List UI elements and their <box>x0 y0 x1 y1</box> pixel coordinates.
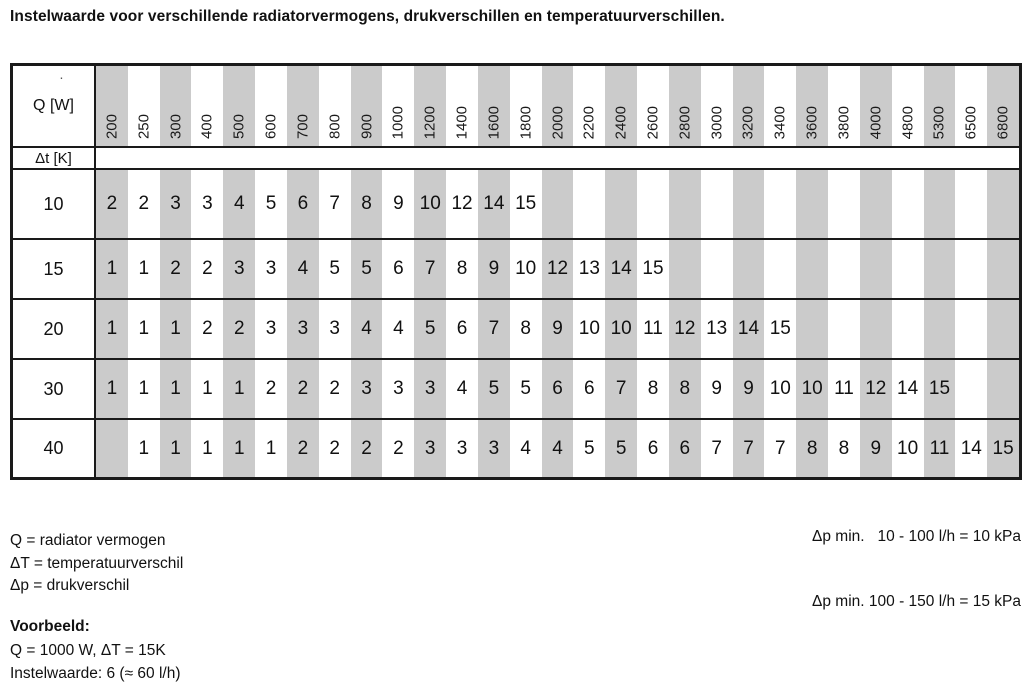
data-cell <box>573 170 605 238</box>
data-cell <box>542 170 574 238</box>
data-cell: 3 <box>287 300 319 358</box>
row-label: 15 <box>13 240 96 298</box>
column-header-label: 300 <box>167 113 185 139</box>
table-row-dt-10 <box>13 168 1019 238</box>
data-cell: 1 <box>265 437 277 459</box>
column-header-3400 <box>764 66 796 146</box>
data-cell: 6 <box>542 360 574 418</box>
data-cell: 9 <box>542 300 574 358</box>
data-cell: 4 <box>223 170 255 238</box>
data-cell: 6 <box>647 437 659 459</box>
data-cell: 3 <box>265 318 277 339</box>
data-cell: 9 <box>733 360 765 418</box>
data-cell: 2 <box>287 360 319 418</box>
data-cell: 8 <box>669 360 701 418</box>
data-cell: 5 <box>329 258 340 279</box>
column-header-4800 <box>892 66 924 146</box>
column-header-label: 5300 <box>930 105 948 139</box>
data-cell: 6 <box>456 318 468 339</box>
data-cell <box>796 240 828 298</box>
row-label: 30 <box>13 360 96 418</box>
data-cell: 7 <box>329 193 340 214</box>
data-cell: 8 <box>647 378 659 399</box>
data-cell: 11 <box>834 378 854 399</box>
data-cell: 9 <box>860 420 892 477</box>
column-header-label: 6500 <box>962 105 980 139</box>
data-cell: 12 <box>669 300 701 358</box>
data-cell <box>669 240 701 298</box>
data-cell: 1 <box>223 360 255 418</box>
data-cell: 8 <box>838 437 850 459</box>
data-cell: 2 <box>393 437 404 459</box>
data-cell <box>669 170 701 238</box>
data-cell: 1 <box>138 437 150 459</box>
data-cell: 6 <box>287 170 319 238</box>
data-cell <box>924 170 956 238</box>
data-cell: 15 <box>642 258 664 279</box>
data-cell: 10 <box>578 318 600 339</box>
data-cell: 2 <box>160 240 192 298</box>
data-cell: 14 <box>960 437 982 459</box>
legend-line: Δp = drukverschil <box>10 577 130 594</box>
data-cell: 10 <box>769 378 791 399</box>
table-header-row <box>13 66 1019 146</box>
delta-t-empty-cell <box>96 148 1019 168</box>
column-header-1200 <box>414 66 446 146</box>
column-header-6800 <box>987 66 1019 146</box>
column-header-3200 <box>733 66 765 146</box>
column-header-label: 400 <box>198 113 216 139</box>
data-cell: 4 <box>456 378 468 399</box>
column-header-3800 <box>828 66 860 146</box>
data-cell <box>987 300 1019 358</box>
data-cell <box>860 300 892 358</box>
data-cell: 7 <box>414 240 446 298</box>
data-cell: 8 <box>796 420 828 477</box>
pressure-note-line: Δp min. 100 - 150 l/h = 15 kPa <box>812 592 1021 610</box>
column-header-1400 <box>446 66 478 146</box>
data-cell: 10 <box>414 170 446 238</box>
data-cell: 14 <box>733 300 765 358</box>
column-header-label: 2200 <box>580 105 598 139</box>
column-header-label: 250 <box>135 113 153 139</box>
column-header-4000 <box>860 66 892 146</box>
row-cells <box>96 360 1019 418</box>
data-cell: 3 <box>414 420 446 477</box>
data-cell <box>987 360 1019 418</box>
data-cell: 9 <box>478 240 510 298</box>
data-cell: 2 <box>202 258 213 279</box>
data-cell: 2 <box>265 378 277 399</box>
data-cell <box>96 420 128 477</box>
column-header-300 <box>160 66 192 146</box>
example-heading: Voorbeeld: <box>10 618 90 635</box>
example-block <box>10 640 180 685</box>
data-cell <box>605 170 637 238</box>
delta-t-row <box>13 146 1019 168</box>
row-label: 10 <box>13 170 96 238</box>
column-headers <box>96 66 1019 146</box>
data-cell: 1 <box>138 318 150 339</box>
data-cell: 11 <box>924 420 956 477</box>
data-cell: 4 <box>393 318 404 339</box>
data-cell: 3 <box>329 318 340 339</box>
data-cell <box>796 300 828 358</box>
column-header-2200 <box>573 66 605 146</box>
data-cell: 1 <box>160 420 192 477</box>
data-cell: 4 <box>520 437 531 459</box>
data-cell: 2 <box>329 437 340 459</box>
stray-dot-mark: · <box>59 69 64 85</box>
column-header-label: 1200 <box>421 105 439 139</box>
data-cell: 13 <box>706 318 728 339</box>
column-header-label: 200 <box>103 113 121 139</box>
row-cells <box>96 240 1019 298</box>
data-cell: 1 <box>160 360 192 418</box>
column-header-label: 1600 <box>485 105 503 139</box>
data-cell <box>892 170 924 238</box>
column-header-3600 <box>796 66 828 146</box>
data-cell <box>860 240 892 298</box>
column-header-label: 4000 <box>867 105 885 139</box>
column-header-label: 600 <box>262 113 280 139</box>
data-cell: 1 <box>138 258 150 279</box>
legend-line: ΔT = temperatuurverschil <box>10 554 184 572</box>
row-cells <box>96 170 1019 238</box>
data-cell: 5 <box>605 420 637 477</box>
data-cell <box>733 170 765 238</box>
column-header-label: 1000 <box>389 105 407 139</box>
column-header-label: 3200 <box>739 105 757 139</box>
table-row-dt-30 <box>13 358 1019 418</box>
column-header-label: 3600 <box>803 105 821 139</box>
pressure-notes <box>812 483 1021 634</box>
data-cell: 9 <box>393 193 404 214</box>
data-cell: 3 <box>351 360 383 418</box>
data-cell: 12 <box>542 240 574 298</box>
data-cell: 14 <box>605 240 637 298</box>
column-header-label: 6800 <box>994 105 1012 139</box>
data-cell: 2 <box>351 420 383 477</box>
data-cell: 2 <box>287 420 319 477</box>
column-header-5300 <box>924 66 956 146</box>
column-header-500 <box>223 66 255 146</box>
data-cell <box>701 240 733 298</box>
legend <box>10 530 183 598</box>
column-header-label: 2000 <box>549 105 566 139</box>
data-cell: 2 <box>223 300 255 358</box>
data-cell: 15 <box>515 193 537 214</box>
data-cell: 8 <box>456 258 468 279</box>
column-header-800 <box>319 66 351 146</box>
data-cell: 4 <box>351 300 383 358</box>
data-cell: 12 <box>860 360 892 418</box>
data-cell: 2 <box>96 170 128 238</box>
delta-t-label-cell: Δt [K] <box>13 148 96 168</box>
data-cell: 5 <box>265 193 277 214</box>
data-cell: 1 <box>96 240 128 298</box>
data-cell: 12 <box>451 193 473 214</box>
column-header-label: 3000 <box>708 105 726 139</box>
column-header-label: 2400 <box>612 105 630 139</box>
example-line: Q = 1000 W, ΔT = 15K <box>10 642 166 659</box>
data-cell: 11 <box>643 318 663 339</box>
data-cell: 3 <box>414 360 446 418</box>
data-cell: 1 <box>202 437 213 459</box>
data-cell <box>764 240 796 298</box>
data-cell <box>955 240 987 298</box>
page-title: Instelwaarde voor verschillende radiatorvermogens, drukverschillen en temperatuurverschillen. <box>10 8 725 25</box>
table-body <box>13 168 1019 477</box>
column-header-label: 3800 <box>835 105 853 139</box>
data-cell: 7 <box>478 300 510 358</box>
table-row-dt-40 <box>13 418 1019 477</box>
column-header-label: 1400 <box>453 105 471 139</box>
data-cell <box>828 300 860 358</box>
data-cell <box>987 170 1019 238</box>
data-cell <box>924 300 956 358</box>
data-cell <box>637 170 669 238</box>
data-cell <box>828 170 860 238</box>
data-cell: 1 <box>223 420 255 477</box>
data-cell: 13 <box>578 258 600 279</box>
column-header-label: 900 <box>358 113 376 139</box>
data-cell: 5 <box>520 378 531 399</box>
data-cell: 7 <box>775 437 786 459</box>
data-cell: 3 <box>265 258 277 279</box>
data-cell: 3 <box>223 240 255 298</box>
settings-table <box>10 63 1022 480</box>
data-cell: 1 <box>160 300 192 358</box>
data-cell: 10 <box>605 300 637 358</box>
data-cell: 8 <box>520 318 531 339</box>
data-cell <box>955 300 987 358</box>
example-line: Instelwaarde: 6 (≈ 60 l/h) <box>10 664 181 682</box>
data-cell: 15 <box>924 360 956 418</box>
column-header-2000 <box>542 66 574 146</box>
data-cell: 7 <box>733 420 765 477</box>
data-cell: 6 <box>584 378 595 399</box>
data-cell: 5 <box>414 300 446 358</box>
data-cell: 3 <box>456 437 468 459</box>
column-header-200 <box>96 66 128 146</box>
column-header-6500 <box>955 66 987 146</box>
data-cell: 3 <box>478 420 510 477</box>
column-header-2800 <box>669 66 701 146</box>
column-header-1600 <box>478 66 510 146</box>
column-header-label: 500 <box>230 113 248 139</box>
data-cell: 2 <box>138 193 150 214</box>
data-cell <box>828 240 860 298</box>
column-header-400 <box>191 66 223 146</box>
column-header-label: 2800 <box>676 105 694 139</box>
data-cell: 1 <box>138 378 150 399</box>
corner-cell <box>13 66 96 146</box>
column-header-label: 1800 <box>517 105 535 139</box>
data-cell <box>892 240 924 298</box>
column-header-label: 2600 <box>644 105 662 139</box>
data-cell <box>764 170 796 238</box>
data-cell <box>701 170 733 238</box>
data-cell <box>860 170 892 238</box>
data-cell: 7 <box>711 437 722 459</box>
data-cell: 15 <box>987 420 1019 477</box>
row-cells <box>96 420 1019 477</box>
data-cell <box>892 300 924 358</box>
data-cell: 15 <box>769 318 791 339</box>
column-header-900 <box>351 66 383 146</box>
row-label: 40 <box>13 420 96 477</box>
data-cell <box>987 240 1019 298</box>
data-cell: 1 <box>202 378 213 399</box>
data-cell: 6 <box>393 258 404 279</box>
column-header-label: 4800 <box>899 105 917 139</box>
data-cell: 1 <box>96 300 128 358</box>
data-cell <box>733 240 765 298</box>
column-header-2600 <box>637 66 669 146</box>
data-cell: 10 <box>796 360 828 418</box>
data-cell <box>955 170 987 238</box>
data-cell: 14 <box>478 170 510 238</box>
column-header-3000 <box>701 66 733 146</box>
column-header-250 <box>128 66 160 146</box>
data-cell <box>955 360 987 418</box>
data-cell: 4 <box>542 420 574 477</box>
data-cell: 4 <box>287 240 319 298</box>
column-header-700 <box>287 66 319 146</box>
data-cell: 6 <box>669 420 701 477</box>
data-cell: 8 <box>351 170 383 238</box>
column-header-1800 <box>510 66 542 146</box>
data-cell: 1 <box>96 360 128 418</box>
data-cell: 5 <box>584 437 595 459</box>
row-cells <box>96 300 1019 358</box>
column-header-1000 <box>382 66 414 146</box>
data-cell: 10 <box>897 437 919 459</box>
data-cell <box>796 170 828 238</box>
data-cell: 9 <box>711 378 722 399</box>
data-cell <box>924 240 956 298</box>
data-cell: 5 <box>478 360 510 418</box>
table-row-dt-15 <box>13 238 1019 298</box>
data-cell: 3 <box>160 170 192 238</box>
column-header-label: 800 <box>326 113 344 139</box>
column-header-600 <box>255 66 287 146</box>
pressure-note-line: Δp min. 10 - 100 l/h = 10 kPa <box>812 528 1021 545</box>
column-header-label: 3400 <box>771 105 789 139</box>
column-header-2400 <box>605 66 637 146</box>
data-cell: 5 <box>351 240 383 298</box>
data-cell: 3 <box>393 378 404 399</box>
data-cell: 10 <box>515 258 537 279</box>
corner-label: Q [W] <box>33 97 74 114</box>
data-cell: 14 <box>897 378 919 399</box>
data-cell: 7 <box>605 360 637 418</box>
data-cell: 2 <box>202 318 213 339</box>
data-cell: 2 <box>329 378 340 399</box>
row-label: 20 <box>13 300 96 358</box>
table-row-dt-20 <box>13 298 1019 358</box>
column-header-label: 700 <box>294 113 312 139</box>
data-cell: 3 <box>202 193 213 214</box>
legend-line: Q = radiator vermogen <box>10 532 166 549</box>
